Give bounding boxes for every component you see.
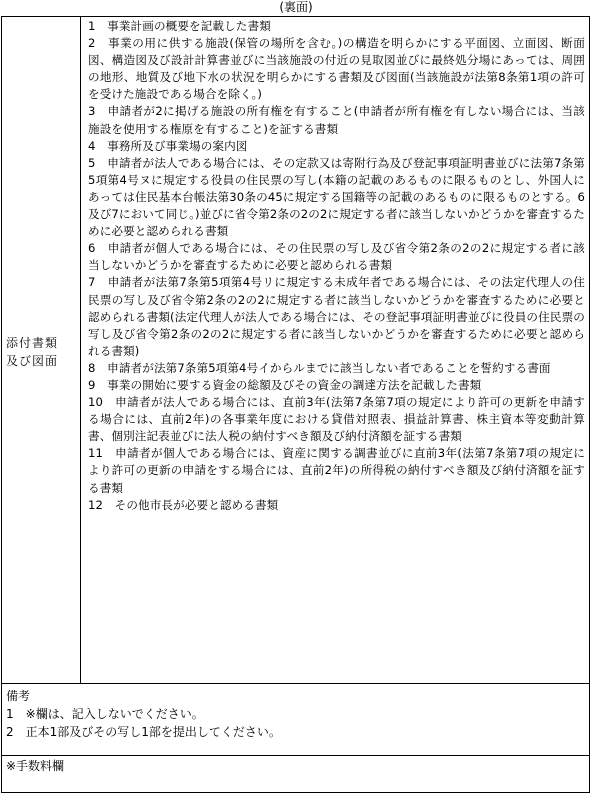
attachments-label-line2: 及び図面 — [6, 354, 59, 368]
remarks-line-1: 1 ※欄は、記入しないでください。 — [6, 707, 204, 721]
attachments-label-line1: 添付書類 — [6, 336, 59, 350]
attachment-item-6: 6 申請者が個人である場合には、その住民票の写し及び省令第2条の2の2に規定する者に該当しないかどうかを審査するために必要と認められる書類 — [88, 241, 585, 273]
attachment-item-4: 4 事務所及び事業場の案内図 — [88, 138, 248, 153]
remarks-row — [2, 684, 589, 756]
attachment-item-8: 8 申請者が法第7条第5項第4号イからルまでに該当しない者であることを誓約する書面 — [88, 360, 551, 375]
remarks-line-2: 2 正本1部及びその写し1部を提出してください。 — [6, 725, 281, 739]
attachment-item-1: 1 事業計画の概要を記載した書類 — [88, 19, 271, 33]
fee-row — [2, 756, 589, 792]
attachment-item-5: 5 申請者が法人である場合には、その定款又は寄附行為及び登記事項証明書並びに法第7条第5項第4号ヌに規定する役員の住民票の写し(本籍の記載のあるものに限るものとし、外国人にあっては住民基本台帳法第30条の45に規定する国籍等の記載のあるものに限るものとする。6及び7において同じ。)並びに省令第2条の2の2に規定する者に該当しないかどうかを審査するために必要と認められる書類 — [88, 155, 585, 239]
attachment-item-3: 3 申請者が2に掲げる施設の所有権を有すること(申請者が所有権を有しない場合には、当該施設を使用する権原を有すること)を証する書類 — [88, 104, 585, 136]
attachment-item-9: 9 事業の開始に要する資金の総額及びその資金の調達方法を記載した書類 — [88, 377, 482, 392]
page-header: (裏面) — [279, 0, 313, 14]
attachment-item-11: 11 申請者が個人である場合には、資産に関する調書並びに直前3年(法第7条第7項の規定により許可の更新の申請をする場合には、直前2年)の所得税の納付すべき額及び納付済額を証する書類 — [88, 446, 585, 495]
fee-label: ※手数料欄 — [6, 759, 65, 773]
attachments-label-cell — [2, 17, 81, 683]
attachment-item-10: 10 申請者が法人である場合には、直前3年(法第7条第7項の規定により許可の更新を申請する場合には、直前2年)の各事業年度における貸借対照表、損益計算書、株主資本等変動計算書、個別注記表並びに法人税の納付すべき額及び納付済額を証する書類 — [88, 395, 585, 444]
attachment-item-12: 12 その他市長が必要と認める書類 — [88, 497, 279, 512]
attachments-label — [6, 334, 78, 370]
attachments-row — [2, 17, 589, 684]
attachments-list — [82, 18, 587, 514]
attachment-item-2: 2 事業の用に供する施設(保管の場所を含む。)の構造を明らかにする平面図、立面図、断面図、構造図及び設計計算書並びに当該施設の付近の見取図並びに最終処分場にあっては、周囲の地形、地質及び地下水の状況を明らかにする書類及び図面(当該施設が法第8条第1項の許可を受けた施設である場合を除く。) — [88, 36, 585, 102]
remarks-title: 備考 — [6, 689, 31, 703]
application-form-table — [1, 16, 590, 793]
attachment-item-7: 7 申請者が法第7条第5項第4号リに規定する未成年者である場合には、その法定代理人の住民票の写し及び省令第2条の2の2に規定する者に該当しないかどうかを審査するために必要と認められる書類(法定代理人が法人である場合には、その登記事項証明書並びに役員の住民票の写し及び省令第2条の2の2に規定する者に該当しないかどうかを審査するために必要と認められる書類) — [88, 275, 585, 358]
